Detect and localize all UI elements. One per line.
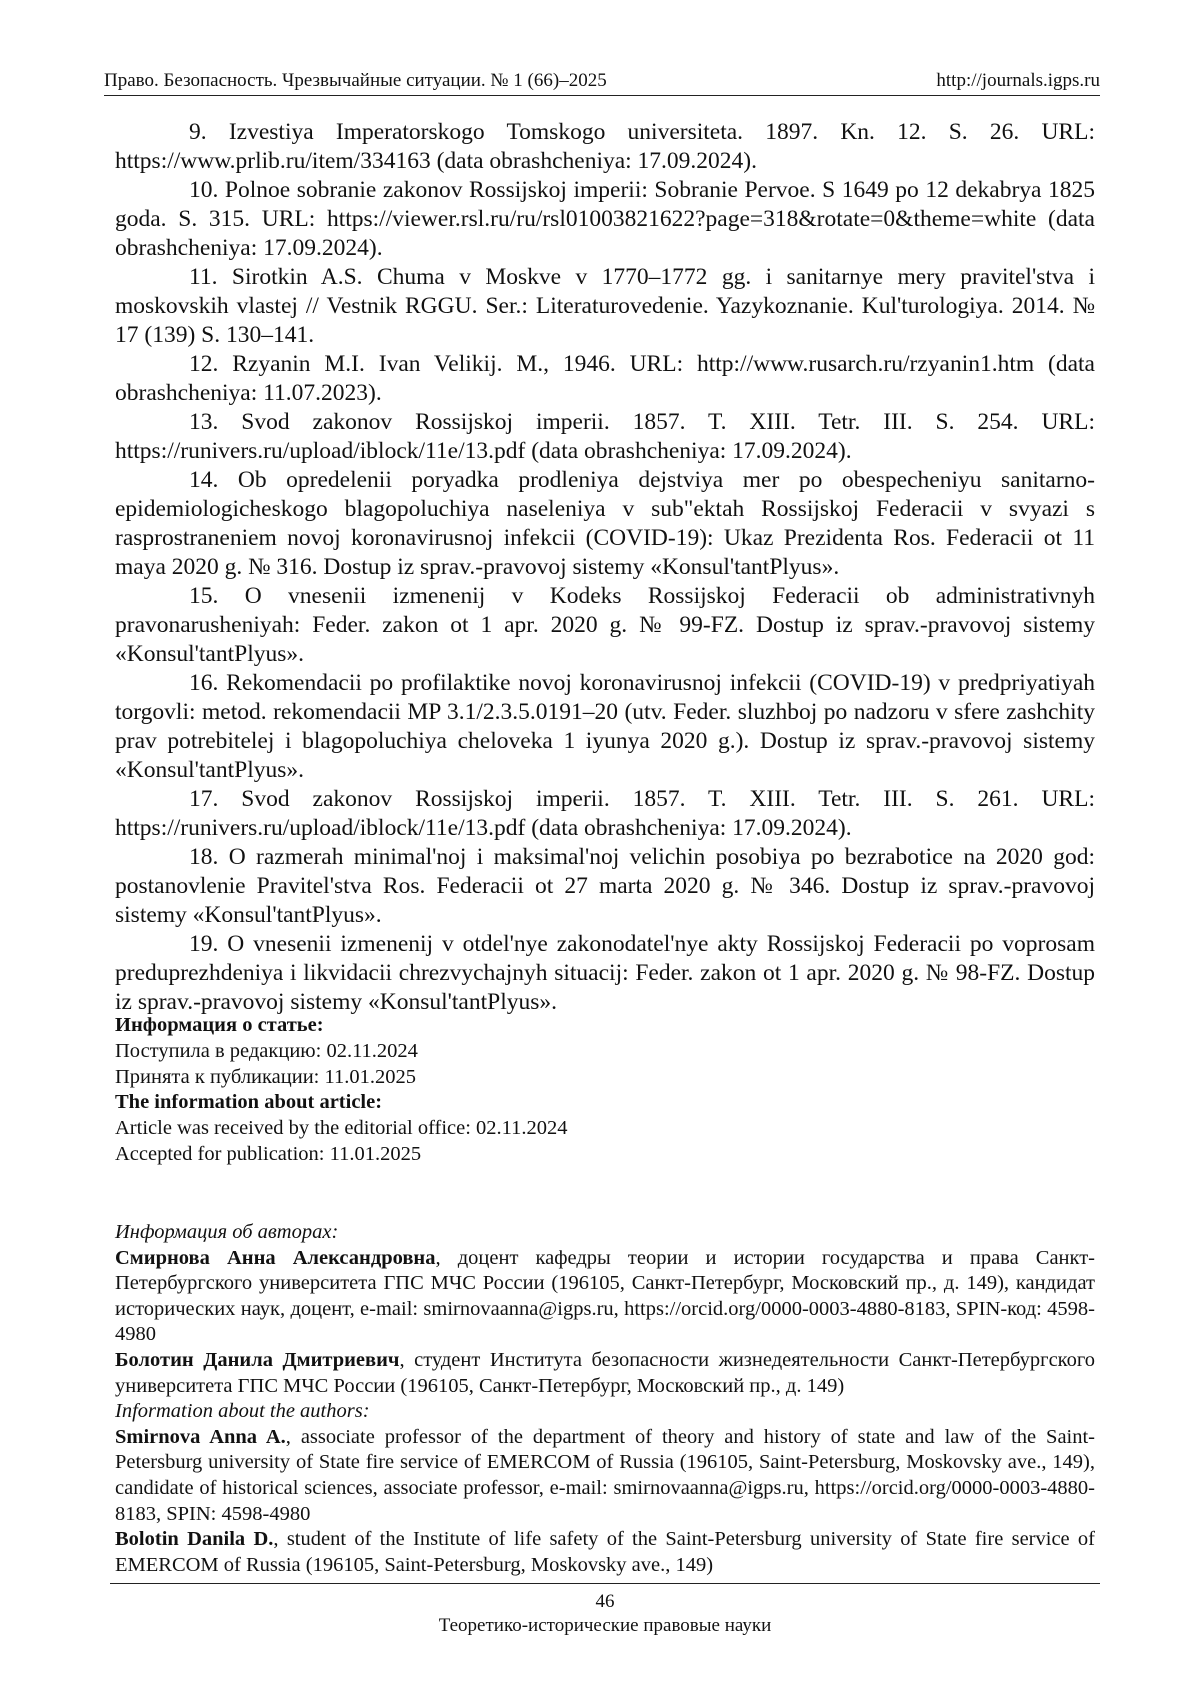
- reference-item: 12. Rzyanin M.I. Ivan Velikij. M., 1946. URL: http://www.rusarch.ru/rzyanin1.htm (data obrashcheniya: 11.07.2023).: [115, 351, 1095, 406]
- page-footer: [110, 1583, 1100, 1638]
- reference-list: [115, 118, 1095, 1017]
- section-name: Теоретико-исторические правовые науки: [438, 1615, 772, 1636]
- author-entry: [115, 1425, 1095, 1527]
- author-name: Смирнова Анна Александровна: [115, 1246, 436, 1269]
- accepted-date-en: Accepted for publication: 11.01.2025: [115, 1142, 422, 1165]
- reference-item: 16. Rekomendacii po profilaktike novoj koronavirusnoj infekcii (COVID-19) v predpriyatiyah torgovli: metod. rekomendacii MP 3.1/2.3.5.0191–20 (utv. Feder. sluzhboj po nadzoru v sfere zashchity prav potrebitelej i blagopoluchiya cheloveka 1 iyunya 2020 g.). Dostup iz sprav.-pravovoj sistemy «Konsul'tantPlyus».: [115, 670, 1095, 783]
- running-header: [104, 70, 1100, 96]
- article-info-title-ru: Информация о статье:: [115, 1014, 324, 1036]
- reference-item: 19. O vnesenii izmenenij v otdel'nye zakonodatel'nye akty Rossijskoj Federacii po voprosam preduprezhdeniya i likvidacii chrezvychajnyh situacij: Feder. zakon ot 1 apr. 2020 g. № 98-FZ. Dostup iz sprav.-pravovoj sistemy «Konsul'tantPlyus».: [115, 931, 1095, 1015]
- author-name: Smirnova Anna A.: [115, 1425, 286, 1448]
- authors-info: [115, 1220, 1095, 1578]
- reference-item: 10. Polnoe sobranie zakonov Rossijskoj imperii: Sobranie Pervoe. S 1649 po 12 dekabrya 1825 goda. S. 315. URL: https://viewer.rsl.ru/ru/rsl01003821622?page=318&rotate=0&theme=white (data obrashcheniya: 17.09.2024).: [115, 177, 1095, 261]
- author-details: , доцент кафедры теории и истории государства и права Санкт-Петербургского университета ГПС МЧС России (196105, Санкт-Петербург, Московский пр., д. 149), кандидат исторических наук, доцент, e-mail: smirnovaanna@igps.ru, https://orcid.org/0000-0003-4880-8183, SPIN-код: 4598-4980: [115, 1246, 1096, 1346]
- journal-title: Право. Безопасность. Чрезвычайные ситуации. № 1 (66)–2025: [104, 70, 607, 91]
- authors-title-ru: Информация об авторах:: [115, 1221, 339, 1243]
- author-details: , студент Института безопасности жизнедеятельности Санкт-Петербургского университета ГПС МЧС России (196105, Санкт-Петербург, Московский пр., д. 149): [115, 1348, 1095, 1397]
- reference-item: 9. Izvestiya Imperatorskogo Tomskogo universiteta. 1897. Kn. 12. S. 26. URL: https://www.prlib.ru/item/334163 (data obrashcheniya: 17.09.2024).: [115, 119, 1095, 174]
- page-number: 46: [595, 1591, 615, 1612]
- author-entry: [115, 1348, 1095, 1399]
- received-date-ru: Поступила в редакцию: 02.11.2024: [115, 1039, 418, 1062]
- author-name: Bolotin Danila D.: [115, 1528, 274, 1551]
- author-details: , student of the Institute of life safety of the Saint-Petersburg university of State fire service of EMERCOM of Russia (196105, Saint-Petersburg, Moskovsky ave., 149): [115, 1528, 1096, 1576]
- received-date-en: Article was received by the editorial office: 02.11.2024: [115, 1117, 568, 1140]
- reference-item: 13. Svod zakonov Rossijskoj imperii. 1857. T. XIII. Tetr. III. S. 254. URL: https://runivers.ru/upload/iblock/11e/13.pdf (data obrashcheniya: 17.09.2024).: [115, 409, 1095, 464]
- author-name: Болотин Данила Дмитриевич: [115, 1348, 400, 1371]
- article-info: [115, 1013, 1095, 1168]
- reference-item: 11. Sirotkin A.S. Chuma v Moskve v 1770–1772 gg. i sanitarnye mery pravitel'stva i moskovskih vlastej // Vestnik RGGU. Ser.: Literaturovedenie. Yazykoznanie. Kul'turologiya. 2014. № 17 (139) S. 130–141.: [115, 264, 1095, 348]
- reference-item: 18. O razmerah minimal'noj i maksimal'noj velichin posobiya po bezrabotice na 2020 god: postanovlenie Pravitel'stva Ros. Federacii ot 27 marta 2020 g. № 346. Dostup iz sprav.-pravovoj sistemy «Konsul'tantPlyus».: [115, 844, 1095, 928]
- author-details: , associate professor of the department of theory and history of state and law of the Saint-Petersburg university of State fire service of EMERCOM of Russia (196105, Saint-Petersburg, Moskovsky ave., 149), candidate of historical sciences, associate professor, e-mail: smirnovaanna@igps.ru, https://orcid.org/0000-0003-4880-8183, SPIN: 4598-4980: [115, 1425, 1096, 1525]
- accepted-date-ru: Принята к публикации: 11.01.2025: [115, 1065, 416, 1088]
- reference-item: 14. Ob opredelenii poryadka prodleniya dejstviya mer po obespecheniyu sanitarno-epidemiologicheskogo blagopoluchiya naseleniya v sub"ektah Rossijskoj Federacii v svyazi s rasprostraneniem novoj koronavirusnoj infekcii (COVID-19): Ukaz Prezidenta Ros. Federacii ot 11 maya 2020 g. № 316. Dostup iz sprav.-pravovoj sistemy «Konsul'tantPlyus».: [115, 467, 1095, 580]
- author-entry: [115, 1246, 1095, 1348]
- reference-item: 15. O vnesenii izmenenij v Kodeks Rossijskoj Federacii ob administrativnyh pravonarusheniyah: Feder. zakon ot 1 apr. 2020 g. № 99-FZ. Dostup iz sprav.-pravovoj sistemy «Konsul'tantPlyus».: [115, 583, 1095, 667]
- reference-item: 17. Svod zakonov Rossijskoj imperii. 1857. T. XIII. Tetr. III. S. 261. URL: https://runivers.ru/upload/iblock/11e/13.pdf (data obrashcheniya: 17.09.2024).: [115, 786, 1095, 841]
- author-entry: [115, 1527, 1095, 1578]
- article-info-title-en: The information about article:: [115, 1091, 383, 1114]
- journal-url[interactable]: http://journals.igps.ru: [936, 70, 1100, 91]
- authors-title-en: Information about the authors:: [115, 1400, 370, 1423]
